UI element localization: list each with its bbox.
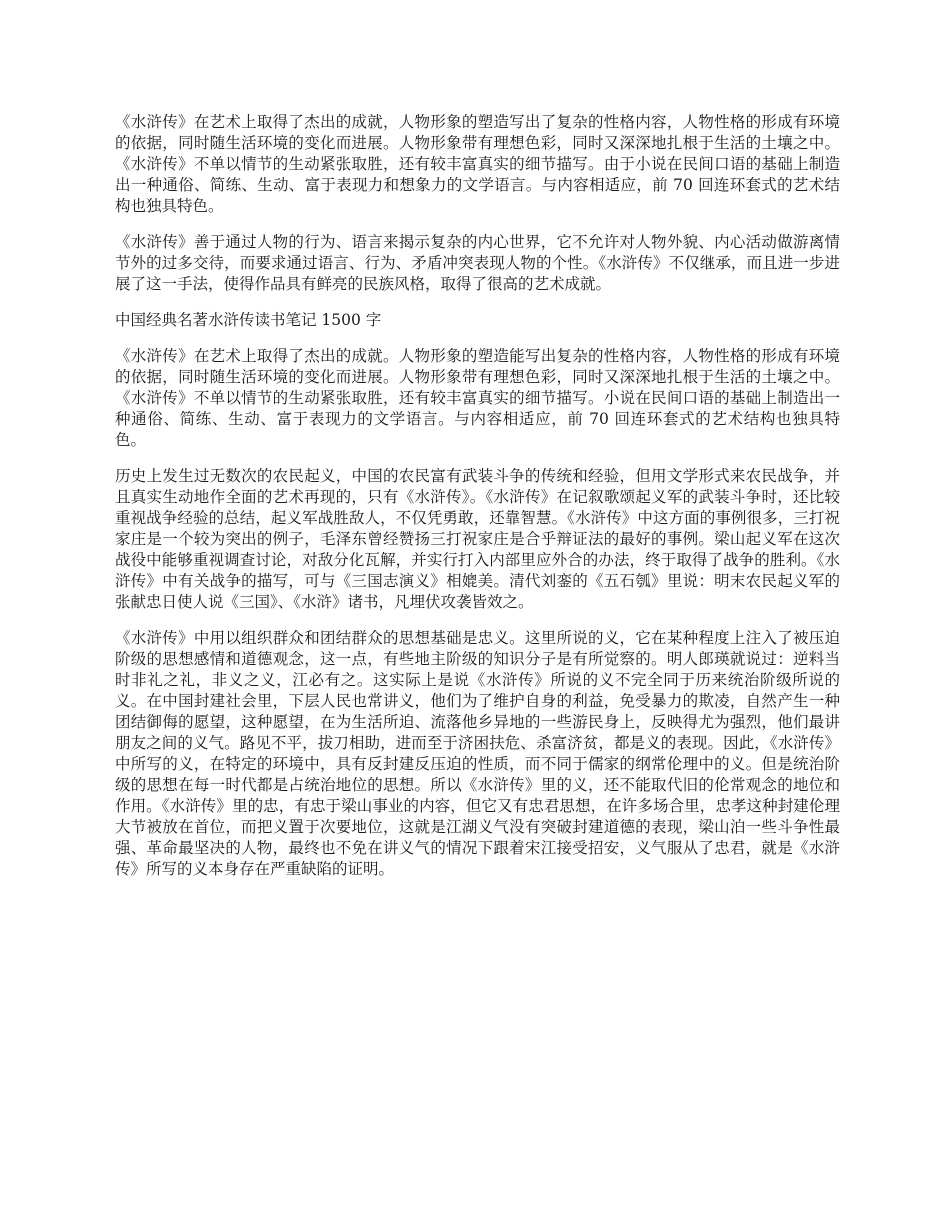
paragraph-characterization: 《水浒传》善于通过人物的行为、语言来揭示复杂的内心世界，它不允许对人物外貌、内心活动做游离情节外的过多交待，而要求通过语言、行为、矛盾冲突表现人物的个性。《水浒传》不仅继承，而且进一步进展了这一手法，使得作品具有鲜亮的民族风格，取得了很高的艺术成就。: [115, 233, 840, 293]
document-page: [115, 112, 840, 895]
section-heading: 中国经典名著水浒传读书笔记 1500 字: [115, 311, 382, 329]
paragraph-peasant-uprising: 历史上发生过无数次的农民起义，中国的农民富有武装斗争的传统和经验，但用文学形式来农民战争，并且真实生动地作全面的艺术再现的，只有《水浒传》。《水浒传》在记叙歌颂起义军的武装斗争时，还比较重视战争经验的总结，起义军战胜敌人，不仅凭勇敢，还靠智慧。《水浒传》中这方面的事例很多，三打祝家庄是一个较为突出的例子，毛泽东曾经赞扬三打祝家庄是合乎辩证法的最好的事例。梁山起义军在这次战役中能够重视调查讨论，对敌分化瓦解，并实行打入内部里应外合的办法，终于取得了战争的胜利。《水浒传》中有关战争的描写，可与《三国志演义》相媲美。清代刘銮的《五石瓠》里说：明末农民起义军的张献忠日使人说《三国》、《水浒》诸书，凡埋伏攻袭皆效之。: [115, 467, 840, 611]
paragraph-art-achievement-repeat: 《水浒传》在艺术上取得了杰出的成就。人物形象的塑造能写出复杂的性格内容，人物性格的形成有环境的依据，同时随生活环境的变化而进展。人物形象带有理想色彩，同时又深深地扎根于生活的土壤之中。《水浒传》不单以情节的生动紧张取胜，还有较丰富真实的细节描写。小说在民间口语的基础上制造出一种通俗、简练、生动、富于表现力的文学语言。与内容相适应，前 70 回连环套式的艺术结构也独具特色。: [115, 347, 840, 449]
paragraph-art-achievement: 《水浒传》在艺术上取得了杰出的成就，人物形象的塑造写出了复杂的性格内容，人物性格的形成有环境的依据，同时随生活环境的变化而进展。人物形象带有理想色彩，同时又深深地扎根于生活的土壤之中。《水浒传》不单以情节的生动紧张取胜，还有较丰富真实的细节描写。由于小说在民间口语的基础上制造出一种通俗、简练、生动、富于表现力和想象力的文学语言。与内容相适应，前 70 回连环套式的艺术结构也独具特色。: [115, 113, 840, 215]
paragraph-loyalty-righteousness: 《水浒传》中用以组织群众和团结群众的思想基础是忠义。这里所说的义，它在某种程度上注入了被压迫阶级的思想感情和道德观念，这一点，有些地主阶级的知识分子是有所觉察的。明人郎瑛就说过：逆料当时非礼之礼，非义之义，江必有之。这实际上是说《水浒传》所说的义不完全同于历来统治阶级所说的义。在中国封建社会里，下层人民也常讲义，他们为了维护自身的利益，免受暴力的欺凌，自然产生一种团结御侮的愿望，这种愿望，在为生活所迫、流落他乡异地的一些游民身上，反映得尤为强烈，他们最讲朋友之间的义气。路见不平，拔刀相助，进而至于济困扶危、杀富济贫，都是义的表现。因此，《水浒传》中所写的义，在特定的环境中，具有反封建反压迫的性质，而不同于儒家的纲常伦理中的义。但是统治阶级的思想在每一时代都是占统治地位的思想。所以《水浒传》里的义，还不能取代旧的伦常观念的地位和作用。《水浒传》里的忠，有忠于梁山事业的内容，但它又有忠君思想，在许多场合里，忠孝这种封建伦理大节被放在首位，而把义置于次要地位，这就是江湖义气没有突破封建道德的表现，梁山泊一些斗争性最强、革命最坚决的人物，最终也不免在讲义气的情况下跟着宋江接受招安，义气服从了忠君，就是《水浒传》所写的义本身存在严重缺陷的证明。: [115, 629, 840, 878]
